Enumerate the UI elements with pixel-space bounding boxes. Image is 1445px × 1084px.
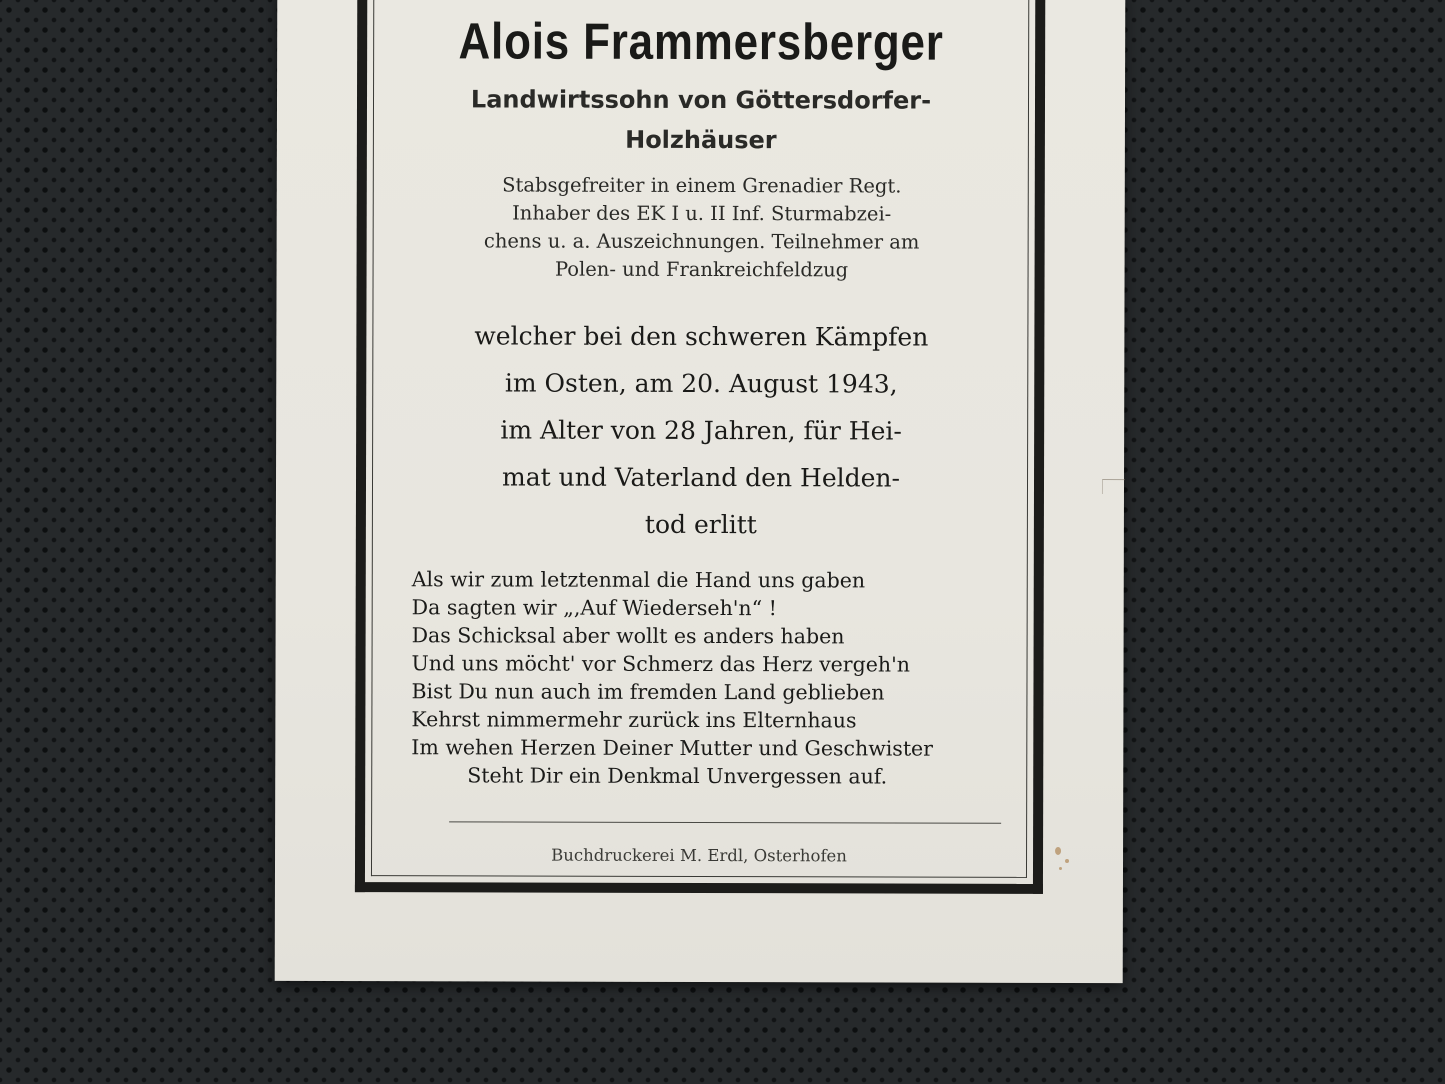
- subtitle-line-1: Landwirtssohn von Göttersdorfer-: [470, 85, 932, 115]
- deceased-name: Alois Frammersberger: [458, 12, 944, 71]
- death-line: tod erlitt: [644, 509, 757, 540]
- subtitle-line-2: Holzhäuser: [625, 125, 777, 155]
- poem-line: Und uns möcht' vor Schmerz das Herz vergeh'n: [411, 651, 910, 677]
- poem-line: Das Schicksal aber wollt es anders haben: [411, 623, 845, 649]
- rank-line: Inhaber des EK I u. II Inf. Sturmabzei-: [512, 201, 892, 226]
- death-line: mat und Vaterland den Helden-: [502, 462, 901, 493]
- death-line: im Alter von 28 Jahren, für Hei-: [500, 415, 902, 446]
- poem-line: Als wir zum letztenmal die Hand uns gaben: [411, 567, 866, 593]
- poem-line: Bist Du nun auch im fremden Land geblieben: [411, 679, 885, 705]
- rank-line: chens u. a. Auszeichnungen. Teilnehmer am: [483, 229, 920, 254]
- paper-stain: [1065, 859, 1069, 863]
- death-line: im Osten, am 20. August 1943,: [504, 368, 898, 399]
- death-notice: [376, 312, 1027, 549]
- poem-line: Im wehen Herzen Deiner Mutter und Geschwister: [411, 735, 934, 761]
- poem-line: Steht Dir ein Denkmal Unvergessen auf.: [467, 763, 888, 789]
- poem-line: Kehrst nimmermehr zurück ins Elternhaus: [411, 707, 857, 733]
- poem-line: Da sagten wir „,Auf Wiederseh'n“ !: [411, 595, 777, 621]
- paper-stain: [1059, 867, 1062, 870]
- memorial-poem: [411, 565, 1052, 791]
- rank-line: Polen- und Frankreichfeldzug: [554, 257, 849, 282]
- death-line: welcher bei den schweren Kämpfen: [474, 321, 929, 352]
- memorial-card: [275, 0, 1126, 983]
- paper-crease: [1102, 479, 1125, 494]
- rank-and-awards: [377, 171, 1027, 285]
- rank-line: Stabsgefreiter in einem Grenadier Regt.: [502, 173, 902, 198]
- paper-stain: [1055, 847, 1061, 855]
- printer-credit: Buchdruckerei M. Erdl, Osterhofen: [551, 845, 847, 866]
